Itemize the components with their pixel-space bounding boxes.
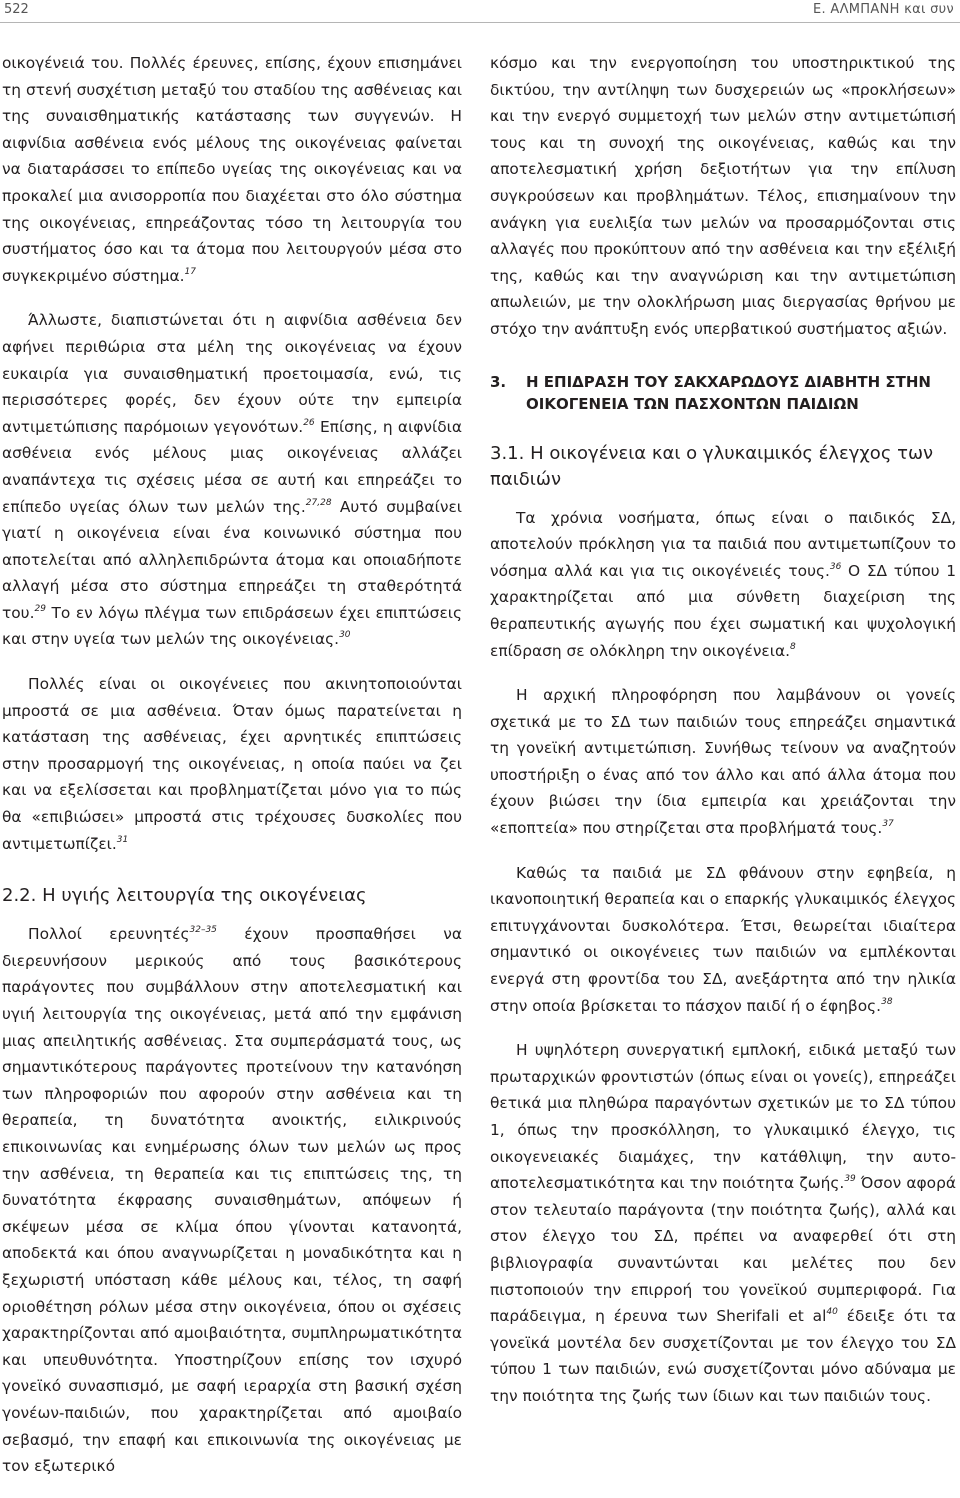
page-number: 522 [4, 2, 29, 17]
paragraph: Τα χρόνια νοσήματα, όπως είναι ο παιδικός ΣΔ, αποτελούν πρόκληση για τα παιδιά που αντιμετωπίζουν το νόσημα αλλά και για τις οικογένειές τους.$^{36}$ Ο ΣΔ τύπου 1 χαρακτηρίζεται από μια σύνθετη διαχείριση της θεραπευτικής αγωγής που έχει σωματική και ψυχολογική επίδραση σε ολόκληρη την οικογένεια.$^8$ [490, 508, 956, 660]
page-header [0, 0, 960, 23]
citation[interactable]: 31 [116, 834, 129, 845]
citation[interactable]: 17 [184, 266, 196, 277]
paragraph: οικογένειά του. Πολλές έρευνες, επίσης, έχουν επισημάνει τη στενή συσχέτιση μεταξύ του σταδίου της ασθένειας και της συναισθηματικής κατάστασης των συγγενών. Η αιφνίδια ασθένεια ενός μέλους της οικογένειας φαίνεται να διαταράσσει το επίπεδο υγείας της οικογένειας και να προκαλεί μια ανισορροπία που διαχέεται στο όλο σύστημα της οικογένειας, επηρεάζοντας τόσο τη λειτουργία του συστήματος όσο και τα άτομα που λειτουργούν μέσα στο συγκεκριμένο σύστημα.$^{17}$ [2, 54, 462, 285]
left-column [2, 50, 462, 1498]
paragraph: Πολλές είναι οι οικογένειες που ακινητοποιούνται μπροστά σε μια ασθένεια. Όταν όμως παρατείνεται η κατάσταση της ασθένειας, έχει αρνητικές επιπτώσεις στην προσαρμογή της οικογένειας, η οποία παύει να ζει και να εξελίσσεται και προβληματίζεται μόνο για το πώς θα «επιβιώσει» μπροστά στις τρέχουσες δυσκολίες που αντιμετωπίζει.$^{31}$ [2, 675, 462, 853]
citation[interactable]: 32–35 [189, 925, 217, 936]
citation[interactable]: 30 [339, 630, 351, 641]
section-heading [490, 371, 956, 415]
running-head: Ε. ΑΛΜΠΑΝΗ και συν [813, 2, 954, 17]
citation[interactable]: 26 [303, 417, 315, 428]
section-title: Η ΕΠΙΔΡΑΣΗ ΤΟΥ ΣΑΚΧΑΡΩΔΟΥΣ ΔΙΑΒΗΤΗ ΣΤΗΝ ΟΙΚΟΓΕΝΕΙΑ ΤΩΝ ΠΑΣΧΟΝΤΩΝ ΠΑΙΔΙΩΝ [526, 372, 931, 413]
paragraph: Η υψηλότερη συνεργατική εμπλοκή, ειδικά μεταξύ των πρωταρχικών φροντιστών (όπως είναι οι γονείς), επηρεάζει θετικά μια πληθώρα παραγόντων σχετικών με το ΣΔ τύπου 1, όπως την προσκόλληση, το γλυκαιμικό έλεγχο, τις οικογενειακές διαμάχες, την κατάθλιψη, την αυτο-αποτελεσματικότητα και την ποιότητα ζωής.$^{39}$ Όσον αφορά στον τελευταίο παράγοντα (την ποιότητα ζωής), αλλά και στον έλεγχο του ΣΔ, πρέπει να αναφερθεί ότι στη βιβλιογραφία συναντώνται και μελέτες που δεν πιστοποιούν την επιρροή του γονεϊκού συμπεριφορά. Για παράδειγμα, η έρευνα των Sherifali et $al^{40}$ έδειξε ότι τα γονεϊκά μοντέλα δεν συσχετίζονται με τον έλεγχο του ΣΔ τύπου 1 των παιδιών, ενώ συσχετίζονται μόνο αδύναμα με την ποιότητα της ζωής των ίδιων και των παιδιών τους. [490, 1041, 956, 1405]
paragraph: Πολλοί ερευνητές$^{32-35}$ έχουν προσπαθήσει να διερευνήσουν μερικούς από τους βασικότερους παράγοντες που συμβάλλουν στην αποτελεσματική και υγιή λειτουργία της οικογένειας, μετά από την εμφάνιση μιας απειλητικής ασθένειας. Στα συμπεράσματά τους, ως σημαντικότερους παράγοντες προτείνουν την κατανόηση των πληροφοριών που αφορούν στην ασθένεια και τη θεραπεία, τη δυνατότητα ανοικτής, ειλικρινούς επικοινωνίας και ενημέρωσης όλων των μελών ως προς την ασθένεια, τη θεραπεία και τις επιπτώσεις της, τη δυνατότητα έκφρασης συναισθημάτων, απόψεων ή σκέψεων μέσα σε κλίμα όπου γίνονται κατανοητά, αποδεκτά και όπου αναγνωρίζεται η μοναδικότητα και η ξεχωριστή υπόσταση κάθε μέλους και, τέλος, τη σαφή οριοθέτηση ρόλων μέσα στην οικογένεια, όπου οι σχέσεις χαρακτηρίζονται από αμοιβαιότητα, συμπληρωματικότητα και υπευθυνότητα. Υποστηρίζουν επίσης τον ισχυρό γονεϊκό συνασπισμό, με σαφή ιεραρχία στη βασική σχέση γονέων-παιδιών, που χαρακτηρίζεται από αμοιβαίο σεβασμό, την επαφή και επικοινωνία της οικογένειας με τον εξωτερικό [2, 925, 462, 1476]
citation[interactable]: 39 [844, 1174, 856, 1185]
paragraph: Η αρχική πληροφόρηση που λαμβάνουν οι γονείς σχετικά με το ΣΔ των παιδιών τους επηρεάζει σημαντικά τη γονεϊκή αντιμετώπιση. Συνήθως τείνουν να αναζητούν υποστήριξη ο ένας από τον άλλο και από άλλα άτομα που έχουν βιώσει την ίδια εμπειρία και χρειάζονται την «εποπτεία» που στηρίζεται στα προβλήματά τους.$^{37}$ [490, 686, 956, 838]
citation[interactable]: 8 [790, 641, 796, 652]
citation[interactable]: 29 [34, 603, 46, 614]
citation[interactable]: 36 [829, 561, 842, 572]
subsection-heading: 3.1. Η οικογένεια και ο γλυκαιμικός έλεγχος των παιδιών [490, 442, 934, 490]
paragraph: Καθώς τα παιδιά με ΣΔ φθάνουν στην εφηβεία, η ικανοποιητική θεραπεία και ο επαρκής γλυκαιμικός έλεγχος επιτυγχάνονται δυσκολότερα. Έτσι, θεωρείται ιδιαίτερα σημαντικό οι οικογένειες των παιδιών να εμπλέκονται ενεργά στη φροντίδα του ΣΔ, ανεξάρτητα από την ηλικία στην οποία βρίσκεται το πάσχον παιδί ή ο έφηβος.$^{38}$ [490, 863, 956, 1015]
citation[interactable]: 40 [826, 1307, 838, 1318]
paragraph: Άλλωστε, διαπιστώνεται ότι η αιφνίδια ασθένεια δεν αφήνει περιθώρια στα μέλη της οικογένειας να έχουν ευκαιρία για συναισθηματική προετοιμασία, ενώ, τις περισσότερες φορές, δεν έχουν ούτε την εμπειρία αντιμετώπισης παρόμοιων γεγονότων.$^{26}$ Επίσης, η αιφνίδια ασθένεια ενός μέλους μιας οικογένειας αλλάζει αναπάντεχα τις σχέσεις μέσα σε αυτή και επηρεάζει το επίπεδο υγείας όλων των μελών της.$^{27,28}$ Αυτό συμβαίνει γιατί η οικογένεια είναι ένα κοινωνικό σύστημα που αποτελείται από αλληλεπιδρώντα άτομα και οποιαδήποτε αλλαγή μέσα στο σύστημα επηρεάζει τη σταθερότητά του.$^{29}$ Το εν λόγω πλέγμα των επιδράσεων έχει επιπτώσεις και στην υγεία των μελών της οικογένειας.$^{30}$ [2, 311, 462, 649]
paragraph: κόσμο και την ενεργοποίηση του υποστηρικτικού της δικτύου, την αντίληψη των δυσχερειών ως «προκλήσεων» και την ενεργό συμμετοχή των μελών στην αντιμετώπισή τους και τη συνοχή της οικογένειας, καθώς και την αποτελεσματική χρήση δεξιοτήτων για την επίλυση συγκρούσεων και προβλημάτων. Τέλος, επισημαίνουν την ανάγκη για ευελιξία των μελών να προσαρμόζονται στις αλλαγές που προκύπτουν από την ασθένεια και την εξέλιξή της, καθώς και την αναγνώριση και την αντιμετώπιση απωλειών, με την ολοκλήρωση μιας διεργασίας θρήνου με στόχο την ανάπτυξη ενός υπερβατικού συστήματος αξιών. [490, 54, 956, 338]
right-column [490, 50, 956, 1428]
citation[interactable]: 27,28 [305, 497, 332, 508]
subsection-heading: 2.2. Η υγιής λειτουργία της οικογένειας [2, 885, 367, 907]
citation[interactable]: 38 [881, 996, 893, 1007]
section-number: 3. [490, 372, 507, 391]
citation[interactable]: 37 [882, 819, 894, 830]
